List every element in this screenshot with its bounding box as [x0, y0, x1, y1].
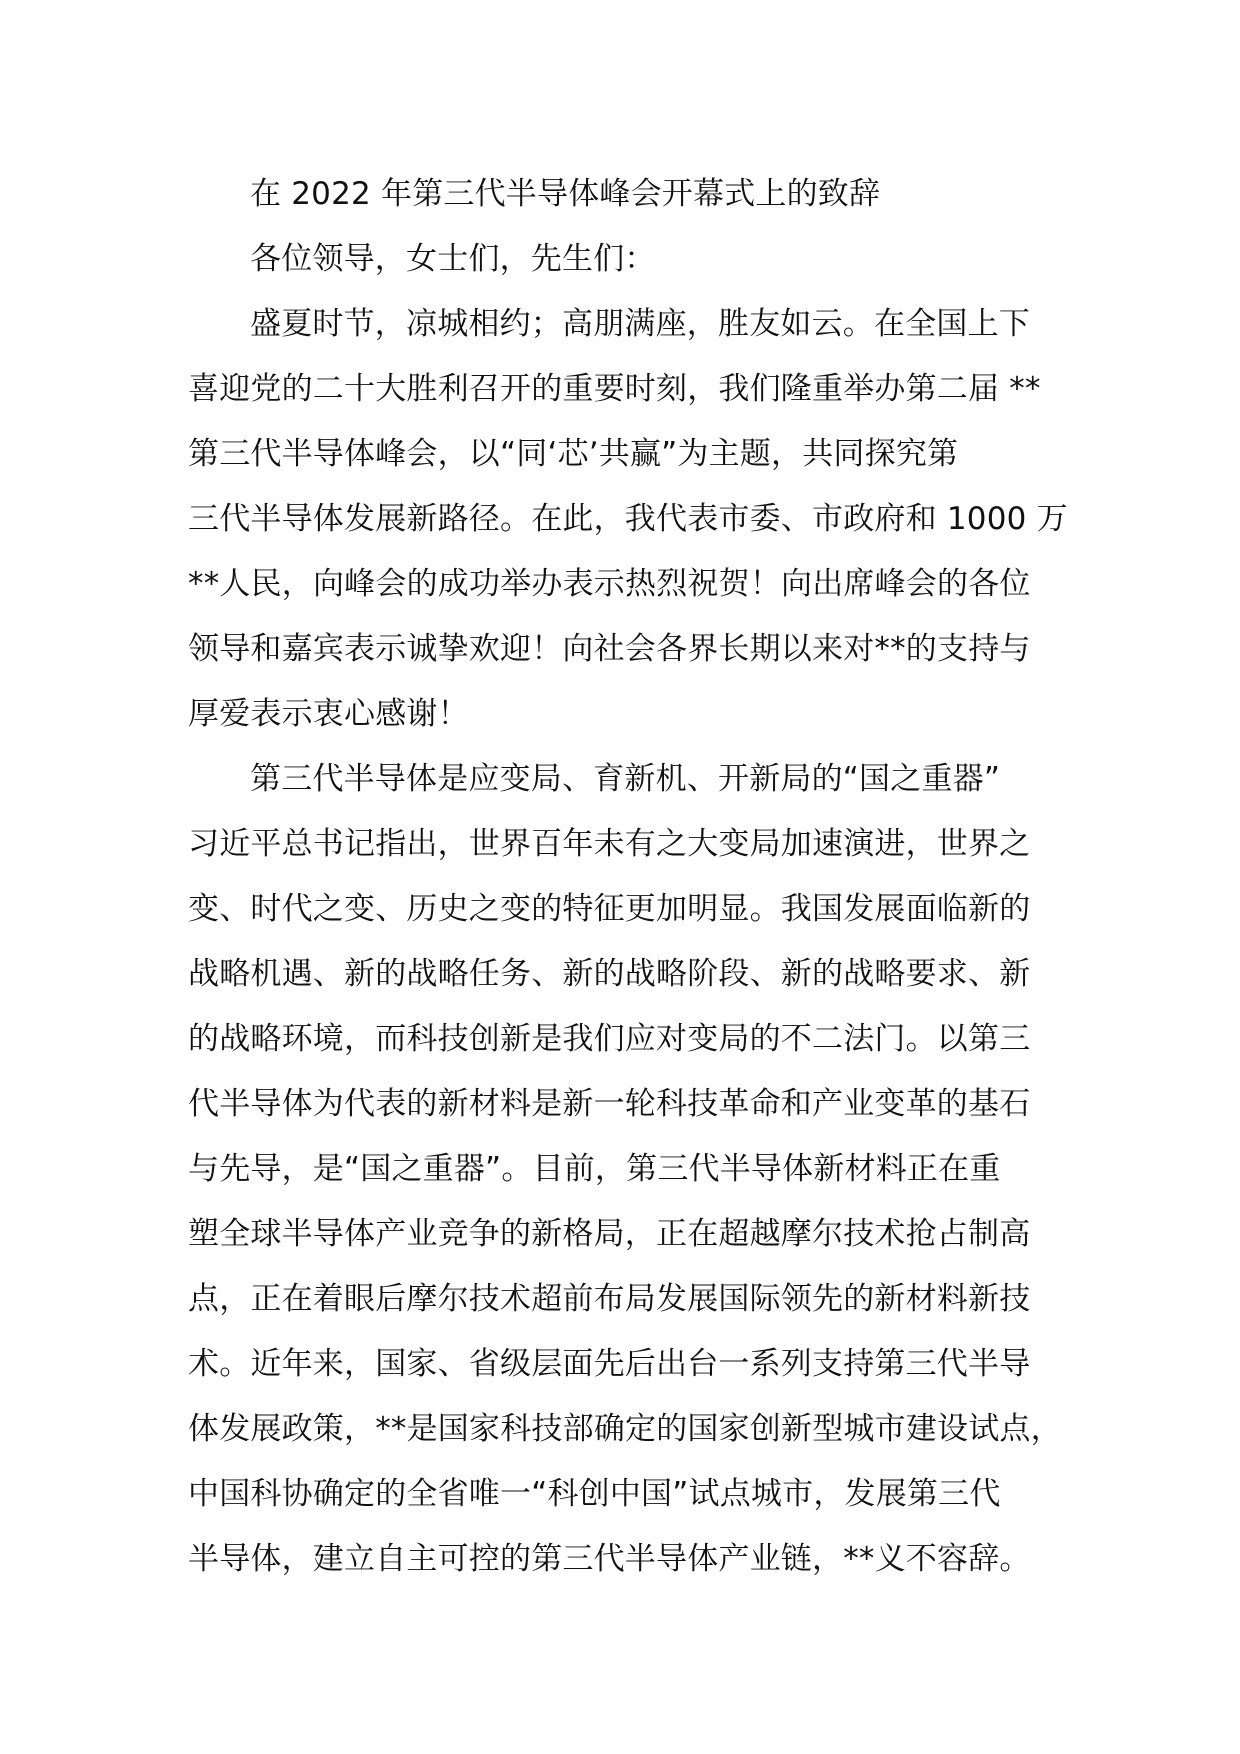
paragraph-line: 第三代半导体峰会，以“同‘芯’共赢”为主题，共同探究第: [188, 436, 959, 472]
document-title: 在 2022 年第三代半导体峰会开幕式上的致辞: [250, 176, 881, 212]
paragraph-line: 三代半导体发展新路径。在此，我代表市委、市政府和 1000 万: [188, 501, 1068, 537]
paragraph-line: 体发展政策，**是国家科技部确定的国家创新型城市建设试点，: [188, 1411, 1062, 1447]
paragraph-line: 术。近年来，国家、省级层面先后出台一系列支持第三代半导: [188, 1346, 1031, 1382]
paragraph-line: 领导和嘉宾表示诚挚欢迎！向社会各界长期以来对**的支持与: [188, 631, 1031, 667]
salutation: 各位领导，女士们，先生们：: [250, 241, 656, 277]
paragraph-line: **人民，向峰会的成功举办表示热烈祝贺！向出席峰会的各位: [188, 566, 1031, 602]
paragraph-line: 喜迎党的二十大胜利召开的重要时刻，我们隆重举办第二届 **: [188, 371, 1041, 407]
paragraph-line: 厚爱表示衷心感谢！: [188, 696, 469, 732]
paragraph-line: 塑全球半导体产业竞争的新格局，正在超越摩尔技术抢占制高: [188, 1216, 1031, 1252]
paragraph-line: 点，正在着眼后摩尔技术超前布局发展国际领先的新材料新技: [188, 1281, 1031, 1317]
paragraph-semiconductor: [188, 747, 1068, 1592]
paragraph-line: 变、时代之变、历史之变的特征更加明显。我国发展面临新的: [188, 891, 1031, 927]
document-page: [188, 162, 1068, 1592]
paragraph-line: 中国科协确定的全省唯一“科创中国”试点城市，发展第三代: [188, 1476, 1001, 1512]
paragraph-opening: [188, 292, 1068, 747]
paragraph-line: 代半导体为代表的新材料是新一轮科技革命和产业变革的基石: [188, 1086, 1031, 1122]
paragraph-line: 战略机遇、新的战略任务、新的战略阶段、新的战略要求、新: [188, 956, 1031, 992]
paragraph-line: 与先导，是“国之重器”。目前，第三代半导体新材料正在重: [188, 1151, 1001, 1187]
paragraph-line: 盛夏时节，凉城相约；高朋满座，胜友如云。在全国上下: [250, 306, 1030, 342]
paragraph-line: 半导体，建立自主可控的第三代半导体产业链，**义不容辞。: [188, 1541, 1031, 1577]
paragraph-line: 的战略环境，而科技创新是我们应对变局的不二法门。以第三: [188, 1021, 1031, 1057]
paragraph-line: 第三代半导体是应变局、育新机、开新局的“国之重器”: [250, 761, 1001, 797]
paragraph-line: 习近平总书记指出，世界百年未有之大变局加速演进，世界之: [188, 826, 1031, 862]
